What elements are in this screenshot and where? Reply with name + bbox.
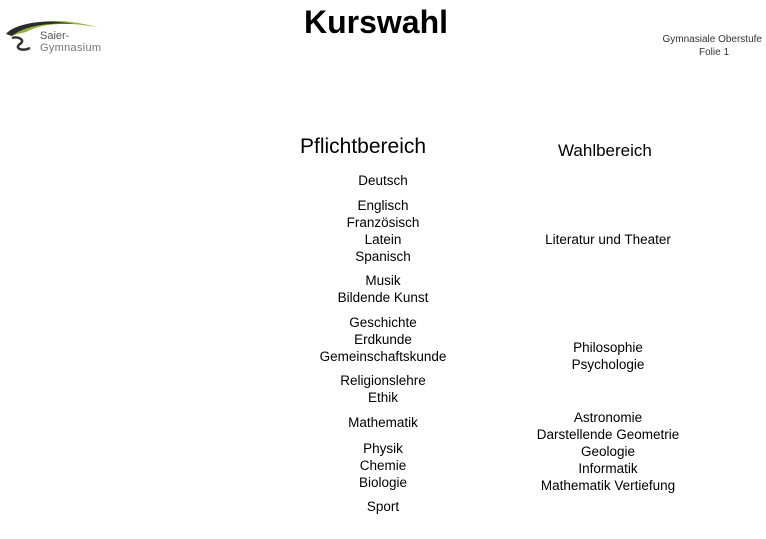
subject-item: Chemie: [359, 458, 407, 473]
wahlbereich-heading: Wahlbereich: [558, 141, 652, 160]
subject-item: Astronomie: [573, 410, 643, 425]
subject-item: Sport: [366, 499, 400, 514]
pflicht-group-religion: [283, 372, 483, 406]
subject-item: Religionslehre: [340, 373, 426, 388]
pflicht-group-sciences: [283, 440, 483, 491]
page-title: Kurswahl: [304, 4, 449, 40]
pflicht-group-social: [283, 314, 483, 365]
header-subject: Gymnasiale Oberstufe: [662, 34, 762, 45]
logo-text-line2: Gymnasium: [40, 42, 102, 54]
wahl-group-sciences: [508, 409, 708, 494]
subject-item: Latein: [364, 232, 402, 247]
subject-item: Informatik: [578, 461, 638, 476]
header-info: [602, 33, 762, 59]
subject-item: Englisch: [357, 198, 409, 213]
subject-item: Biologie: [358, 475, 408, 490]
subject-item: Geologie: [580, 444, 636, 459]
slide-number: Folie 1: [698, 47, 729, 58]
wahl-group-philosophy: [508, 339, 708, 373]
subject-item: Ethik: [367, 390, 398, 405]
pflicht-group-deutsch: [283, 172, 483, 189]
subject-item: Bildende Kunst: [337, 290, 429, 305]
subject-item: Darstellende Geometrie: [536, 427, 680, 442]
subject-item: Musik: [365, 273, 401, 288]
wahl-group-literature: [508, 231, 708, 248]
pflicht-group-languages: [283, 197, 483, 265]
logo-text-line1: Saier-: [40, 30, 70, 42]
pflichtbereich-heading: Pflichtbereich: [300, 135, 427, 158]
subject-item: Erdkunde: [354, 332, 412, 347]
subject-item: Physik: [363, 441, 403, 456]
subject-item: Psychologie: [571, 357, 645, 372]
subject-item: Literatur und Theater: [545, 232, 671, 247]
subject-item: Deutsch: [358, 173, 408, 188]
subject-item: Mathematik: [348, 415, 418, 430]
subject-item: Mathematik Vertiefung: [540, 478, 676, 493]
subject-item: Geschichte: [349, 315, 417, 330]
subject-item: Spanisch: [355, 249, 411, 264]
pflicht-group-sport: [283, 498, 483, 515]
pflicht-group-arts: [283, 272, 483, 306]
subject-item: Französisch: [346, 215, 420, 230]
subject-item: Philosophie: [573, 340, 643, 355]
subject-item: Gemeinschaftskunde: [319, 349, 447, 364]
pflicht-group-math: [283, 414, 483, 431]
